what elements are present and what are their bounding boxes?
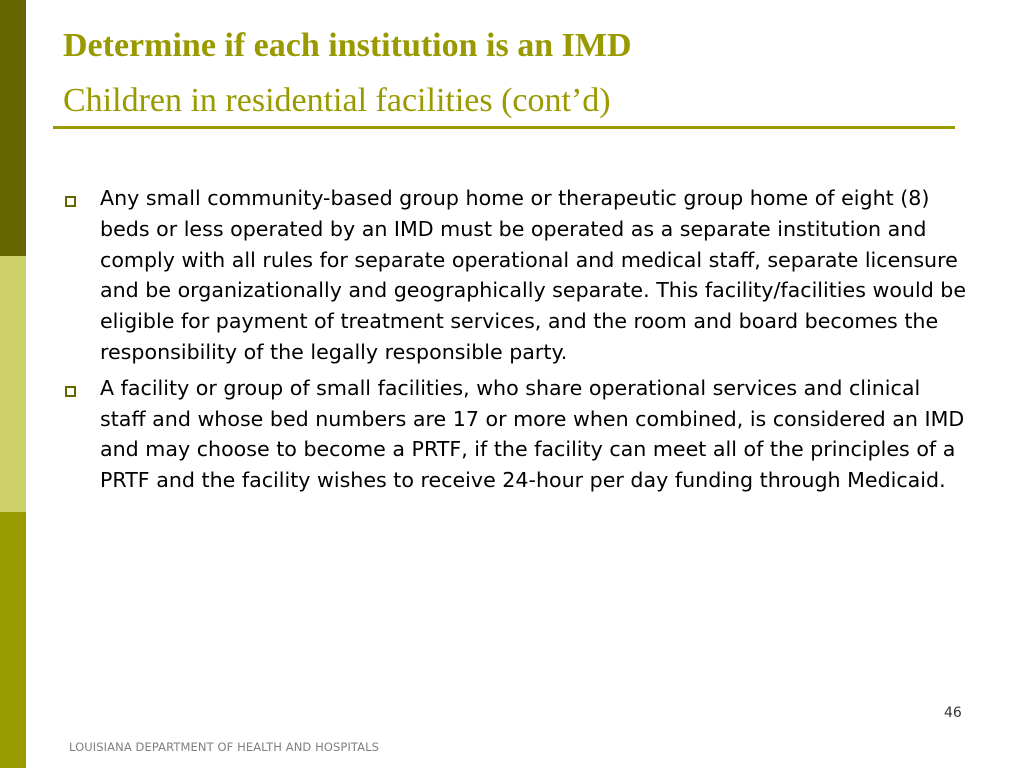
title-underline xyxy=(53,126,955,129)
side-bar-bottom-segment xyxy=(0,512,26,768)
hollow-square-bullet-icon xyxy=(65,386,76,397)
page-number: 46 xyxy=(944,705,962,721)
bullet-text: A facility or group of small facilities, who share operational services and clinical staff and whose bed numbers are 17 or more when combined, is considered an IMD and may choose to become a PRTF, if the facility can meet all of the principles of a PRTF and the facility wishes to receive 24-hour per day funding through Medicaid. xyxy=(100,375,965,493)
bullet-list xyxy=(62,183,967,501)
bullet-text: Any small community-based group home or therapeutic group home of eight (8) beds or less operated by an IMD must be operated as a separate institution and comply with all rules for separate operational and medical staff, separate licensure and be organizationally and geographically separate. This facility/facilities would be eligible for payment of treatment services, and the room and board becomes the responsibility of the legally responsible party. xyxy=(100,186,967,364)
side-bar-middle-segment xyxy=(0,256,26,512)
hollow-square-bullet-icon xyxy=(65,196,76,207)
slide-title: Determine if each institution is an IMD xyxy=(63,27,632,64)
slide-subtitle: Children in residential facilities (cont’d) xyxy=(63,82,611,119)
side-bar-top-segment xyxy=(0,0,26,256)
footer-organization: LOUISIANA DEPARTMENT OF HEALTH AND HOSPITALS xyxy=(69,740,380,754)
bullet-item xyxy=(62,183,967,368)
bullet-item xyxy=(62,373,967,496)
